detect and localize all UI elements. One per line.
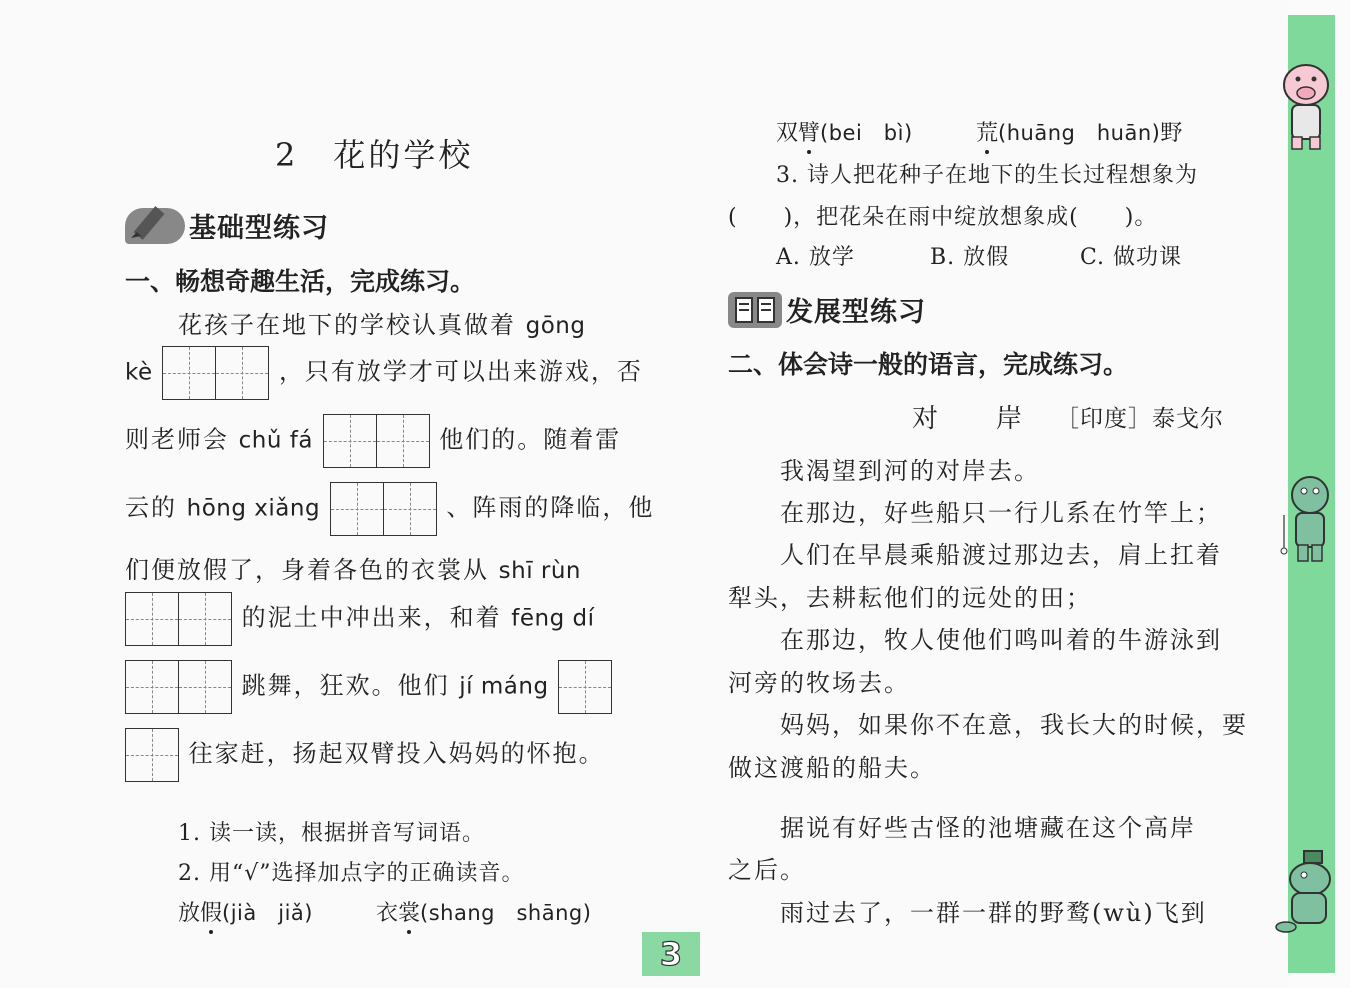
passage-text: ，只有放学才可以出来游戏，否 [278, 357, 643, 386]
question-heading: 一、畅想奇趣生活，完成练习。 [125, 267, 476, 296]
passage-line [125, 660, 612, 714]
answer-grid[interactable] [330, 482, 437, 536]
option-b[interactable]: B. 放假 [930, 245, 1010, 270]
passage-line [125, 550, 581, 585]
dotted-char: 裳 [398, 901, 421, 926]
poem-line: 在那边，好些船只一行儿系在竹竿上； [780, 499, 1222, 527]
dotted-char: 荒 [976, 121, 999, 146]
poem-line: 雨过去了，一群一群的野鹜(wù)飞到 [780, 899, 1207, 927]
choice-word: 野 [1160, 121, 1183, 146]
pinyin-prompt: kè [125, 359, 153, 386]
option-a[interactable]: A. 放学 [776, 245, 855, 270]
wolf-yoyo-mascot-icon [1276, 465, 1336, 575]
choice-word: 衣 [376, 901, 399, 926]
pinyin-prompt: jí máng [459, 673, 549, 700]
dotted-char: 假 [200, 901, 223, 926]
passage-line [125, 482, 654, 536]
page-number: 3 [642, 932, 700, 976]
passage-text: 往家赶，扬起双臂投入妈妈的怀抱。 [188, 739, 605, 768]
option-c[interactable]: C. 做功课 [1080, 245, 1183, 270]
dotted-char: 臂 [798, 121, 821, 146]
answer-grid[interactable] [125, 660, 232, 714]
poem-title: 对 岸 [912, 404, 1025, 434]
pinyin-prompt: fēng dí [511, 605, 595, 632]
reading-choice [376, 896, 591, 927]
passage-text: 跳舞，狂欢。他们 [241, 671, 450, 700]
pig-mascot-icon [1274, 45, 1334, 165]
passage-line [125, 346, 643, 400]
passage-text: 他们的。随着雷 [439, 425, 622, 454]
passage-text: 们便放假了，身着各色的衣裳从 [125, 556, 489, 584]
sub-question: 2. 用“√”选择加点字的正确读音。 [178, 861, 525, 886]
pinyin-options[interactable]: (jià jiǎ) [222, 901, 313, 925]
question-heading: 二、体会诗一般的语言，完成练习。 [728, 350, 1129, 379]
passage-line [125, 414, 621, 468]
pinyin-prompt: gōng [525, 313, 586, 339]
choice-word: 放 [178, 901, 201, 926]
reading-choice [976, 116, 1182, 147]
pinyin-prompt: hōng xiǎng [186, 495, 321, 522]
side-decoration-strip [1288, 15, 1335, 973]
pencil-icon [125, 208, 185, 244]
sub-question: 1. 读一读，根据拼音写词语。 [178, 821, 485, 846]
reading-choice [776, 116, 913, 147]
pinyin-options[interactable]: (huāng huān) [998, 121, 1161, 145]
passage-line [178, 305, 586, 340]
poem-line: 河旁的牧场去。 [728, 669, 910, 697]
sub-question: 3. 诗人把花种子在地下的生长过程想象为 [776, 163, 1198, 188]
poem-line: 据说有好些古怪的池塘藏在这个高岸 [780, 814, 1196, 842]
poem-line: 犁头，去耕耘他们的远处的田； [728, 584, 1092, 612]
poem-line: 妈妈，如果你不在意，我长大的时候，要 [780, 711, 1248, 739]
section-banner-basic [125, 206, 329, 245]
poem-author: ［印度］泰戈尔 [1056, 406, 1224, 432]
answer-grid[interactable] [125, 728, 179, 782]
pinyin-options[interactable]: (shang shāng) [420, 901, 592, 925]
pinyin-prompt: chǔ fá [238, 427, 313, 454]
poem-line: 之后。 [728, 856, 806, 884]
pinyin-prompt: shī rùn [498, 558, 582, 584]
choice-word: 双 [776, 121, 799, 146]
answer-grid[interactable] [323, 414, 430, 468]
passage-text: 则老师会 [125, 425, 229, 454]
poem-line: 做这渡船的船夫。 [728, 754, 936, 782]
passage-text: 花孩子在地下的学校认真做着 [178, 311, 516, 339]
reading-choice [178, 896, 313, 927]
passage-text: 云的 [125, 493, 177, 522]
poem-line: 我渴望到河的对岸去。 [780, 457, 1040, 485]
lesson-title: 2 花的学校 [275, 136, 474, 174]
answer-grid[interactable] [558, 660, 612, 714]
passage-line [125, 728, 605, 782]
poem-line: 人们在早晨乘船渡过那边去，肩上扛着 [780, 541, 1222, 569]
left-page [0, 0, 668, 988]
pinyin-options[interactable]: (bei bì) [820, 121, 913, 145]
section-label: 基础型练习 [189, 213, 329, 244]
sub-question: ( )，把花朵在雨中绽放想象成( )。 [728, 205, 1158, 230]
wolf-hat-mascot-icon [1274, 845, 1340, 945]
answer-grid[interactable] [125, 592, 232, 646]
book-icon [728, 292, 782, 328]
answer-grid[interactable] [162, 346, 269, 400]
passage-text: 、阵雨的降临，他 [446, 493, 655, 522]
section-banner-advanced [728, 290, 926, 329]
section-label: 发展型练习 [786, 297, 926, 328]
passage-text: 的泥土中冲出来，和着 [241, 603, 502, 632]
right-page [668, 0, 1288, 988]
poem-line: 在那边，牧人使他们鸣叫着的牛游泳到 [780, 626, 1222, 654]
passage-line [125, 592, 595, 646]
